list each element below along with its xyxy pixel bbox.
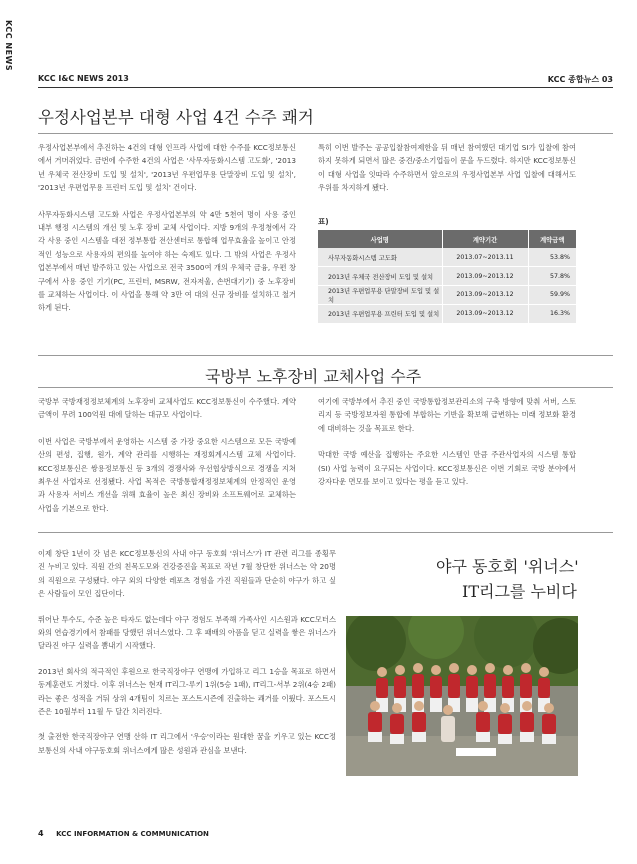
row-rate: 53.8% <box>528 248 576 267</box>
article1-right-column <box>318 141 576 195</box>
table-row <box>318 248 576 267</box>
article3-paragraph: 이제 창단 1년이 갓 넘은 KCC정보통신의 사내 야구 동호회 '위너스'가 IT 관련 리그를 종횡무진 누비고 있다. 직원 간의 친목도모와 건강증진을 목표로 작년 7월 창단한 위너스는 약 20명의 직원으로 구성됐다. 야구 외의 다양한 레포츠 경험을 가진 직원들과 단순히 야구가 하고 싶은 사람들이 모인 집단이다. <box>38 549 336 599</box>
article3-paragraph: 첫 출전한 한국직장야구 연맹 산하 IT 리그에서 '우승'이라는 원대한 꿈을 키우고 있는 KCC정보통신의 사내 야구동호회 위너스에게 많은 성원과 관심을 보낸다. <box>38 732 336 755</box>
article3-paragraph: 2013년 회사의 적극적인 후원으로 한국직장야구 연맹에 가입하고 리그 1승을 목표로 하면서 동계훈련도 거쳤다. 이후 위너스는 현재 IT리그-루키 1위(5승 1패), IT리그-서부 2위(4승 2패)라는 좋은 성적을 거둬 상위 4개팀이 치르는 포스트시즌에 진출하는 쾌거를 이뤘다. 포스트시즌은 10월부터 11월 두 달간 치러진다. <box>38 666 336 717</box>
article1-paragraph: 사무자동화시스템 고도화 사업은 우정사업본부의 약 4만 5천여 명이 사용 중인 내부 행정 시스템의 개선 및 노후 장비 교체 사업이다. 지방 9개의 우정청에서 각각 사용 중인 시스템을 대전 정부통합 전산센터로 통합해 업무효율을 높이고 안정적인 성능으로 사용자의 편의를 높여야 하는 숙제도 있다. 그 밖의 사업은 우정사업본부에서 매년 발주하고 있는 사업으로 전국 3500여 개의 우체국 금융, 우편 창구에서 사용 중인 기기(PC, 프린터, MSRW, 전자저울, 손번대기기) 중 노후장비를 교체하는 사업이다. 이 사업을 통해 약 3만 여 대의 신규 장비를 설치하고 철거하게 된다. <box>38 209 296 313</box>
article1-title: 우정사업본부 대형 사업 4건 수주 쾌거 <box>38 108 314 127</box>
article2-right-column <box>318 395 576 488</box>
table-label: 표) <box>318 217 329 226</box>
article3-paragraph: 뛰어난 투수도, 수준 높은 타자도 없는데다 야구 경험도 부족해 가족사인 시스원과 KCC모터스와의 연습경기에서 참패를 당했던 위너스였다. 그 후 패배의 아픔을 딛고 실력을 쌓은 위너스가 달라진 야구 실력을 뽐내기 시작했다. <box>38 614 337 651</box>
footer-company: KCC INFORMATION & COMMUNICATION <box>56 830 209 838</box>
article3-column <box>38 547 336 757</box>
table-row <box>318 304 576 323</box>
article1-paragraph: 우정사업본부에서 추진하는 4건의 대형 인프라 사업에 대한 수주를 KCC정보통신에서 거머쥐었다. 금번에 수주한 4건의 사업은 '사무자동화시스템 고도화', '2013년 우체국 전산장비 도입 및 설치', '2013년 우편업무용 단말장비 도입 및 설치', '2013년 우편업무용 프린터 도입 및 설치' 건이다. <box>38 143 296 193</box>
side-label: KCC NEWS <box>4 20 13 72</box>
row-name: 2013년 우체국 전산장비 도입 및 설치 <box>318 267 442 286</box>
row-rate: 16.3% <box>528 304 576 323</box>
table-header-rate: 계약금액 <box>528 230 576 248</box>
article1-left-column <box>38 141 296 315</box>
row-period: 2013.09~2013.12 <box>442 267 528 286</box>
article3-title-line2: IT리그를 누비다 <box>462 582 577 601</box>
table-header-name: 사업명 <box>318 230 442 248</box>
row-rate: 59.9% <box>528 285 576 304</box>
page-footer <box>38 829 209 838</box>
contracts-table <box>318 230 576 324</box>
table-row <box>318 285 576 304</box>
article2-paragraph: 국방부 국방재정정보체계의 노후장비 교체사업도 KCC정보통신이 수주했다. 계약 금액이 무려 100억원 대에 달하는 대규모 사업이다. <box>38 397 296 420</box>
article2-title: 국방부 노후장비 교체사업 수주 <box>205 367 422 386</box>
article2-paragraph: 이번 사업은 국방부에서 운영하는 시스템 중 가장 중요한 시스템으로 모든 국방예산의 편성, 집행, 원가, 계약 관리를 시행하는 재정회계시스템 교체 사업이다. KCC정보통신은 쌍용정보통신 등 3개의 경쟁사와 우선협상방식으로 경쟁을 지쳐 최우선 사업자로 선정됐다. 사업 목적은 국방통합재정정보체계의 안정적인 운영과 사용자 서비스 개선을 위해 효율이 높은 최신 장비와 소프트웨어로 교체하는 사업을 기본으로 한다. <box>38 436 296 513</box>
article3-title-line1: 야구 동호회 '위너스' <box>436 557 579 576</box>
article2-rule <box>38 387 613 388</box>
article2-top-rule <box>38 355 613 356</box>
page-header <box>38 74 613 86</box>
row-name: 사무자동화시스템 고도화 <box>318 248 442 267</box>
page-number: 4 <box>38 829 44 838</box>
row-period: 2013.09~2013.12 <box>442 285 528 304</box>
article1-paragraph: 특히 이번 발주는 공공입찰참여제한을 뒤 매년 참여했던 대기업 SI가 입찰에 참여하지 못하게 되면서 많은 중견/중소기업들이 문을 두드렸다. 하지만 KCC정보통신이 대형 사업을 잇따라 수주하면서 앞으로의 우정사업본부 사업 입찰에 대해서도 우위를 차지하게 됐다. <box>318 143 576 193</box>
row-name: 2013년 우편업무용 프린터 도입 및 설치 <box>318 304 442 323</box>
row-period: 2013.07~2013.11 <box>442 248 528 267</box>
header-rule <box>38 87 613 88</box>
row-name: 2013년 우편업무용 단말장비 도입 및 설치 <box>318 285 442 304</box>
header-left: KCC I&C NEWS 2013 <box>38 74 129 83</box>
article2-left-column <box>38 395 296 515</box>
row-period: 2013.09~2013.12 <box>442 304 528 323</box>
article1-rule <box>38 133 613 134</box>
row-rate: 57.8% <box>528 267 576 286</box>
team-photo-illustration <box>346 616 578 776</box>
header-right: KCC 종합뉴스 03 <box>547 75 613 84</box>
team-photo <box>346 616 578 776</box>
article3-top-rule <box>38 532 613 533</box>
table-row <box>318 267 576 286</box>
article2-paragraph: 여기에 국방부에서 추진 중인 국방통합정보관리소의 구축 방향에 맞춰 서버, 스토리지 등 국방정보자원 통합에 부합하는 기반을 확보해 급변하는 미래 정보화 환경에 대비하는 것을 목표로 한다. <box>318 397 576 433</box>
article2-paragraph: 막대한 국방 예산을 집행하는 주요한 시스템인 만큼 주관사업자의 시스템 통합(SI) 사업 능력이 요구되는 사업이다. KCC정보통신은 이번 기회로 국방 분야에서 강자다운 면모를 보이고 있다는 평을 듣고 있다. <box>318 450 576 487</box>
table-header-period: 계약기간 <box>442 230 528 248</box>
